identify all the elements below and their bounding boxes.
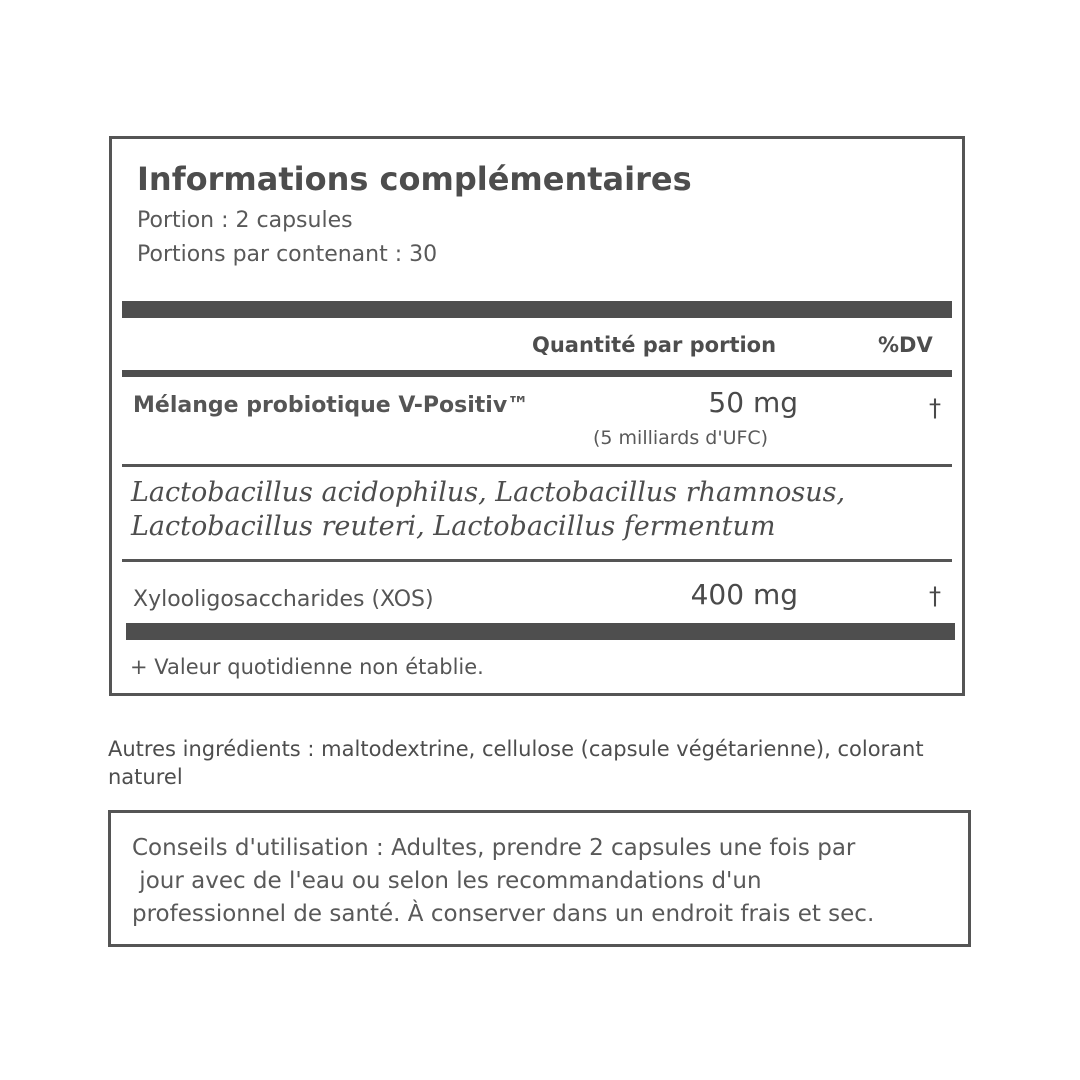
directions-line-3: professionnel de santé. À conserver dans un endroit frais et sec. <box>132 901 875 927</box>
thin-divider-1 <box>122 464 952 467</box>
directions-line-1: Conseils d'utilisation : Adultes, prendre 2 capsules une fois par <box>132 835 856 861</box>
directions-text <box>132 832 962 931</box>
probiotic-blend-cfu: (5 milliards d'UFC) <box>593 427 769 449</box>
thick-divider-bottom <box>126 623 955 640</box>
directions-line-2: jour avec de l'eau ou selon les recommandations d'un <box>132 868 762 894</box>
strains-line-1: Lactobacillus acidophilus, Lactobacillus rhamnosus, <box>131 477 846 508</box>
xos-amount: 400 mg <box>690 578 798 611</box>
amount-per-serving-header: Quantité par portion <box>532 333 777 357</box>
thick-divider-top <box>122 301 952 318</box>
servings-per-container: Portions par contenant : 30 <box>137 242 438 267</box>
probiotic-blend-label: Mélange probiotique V-Positiv™ <box>133 393 530 418</box>
thin-divider-2 <box>122 559 952 562</box>
probiotic-blend-amount: 50 mg <box>708 386 798 419</box>
panel-title: Informations complémentaires <box>137 160 692 198</box>
probiotic-strains-list <box>131 476 951 544</box>
dv-header: %DV <box>878 333 933 357</box>
xos-label: Xylooligosaccharides (XOS) <box>133 587 434 612</box>
other-ingredients: Autres ingrédients : maltodextrine, cellulose (capsule végétarienne), colorant naturel <box>108 737 924 789</box>
dv-footnote: + Valeur quotidienne non établie. <box>130 655 484 679</box>
probiotic-blend-dv: † <box>929 394 941 422</box>
medium-divider <box>122 370 952 377</box>
xos-dv: † <box>929 582 941 610</box>
strains-line-2: Lactobacillus reuteri, Lactobacillus fermentum <box>131 511 776 542</box>
serving-size: Portion : 2 capsules <box>137 208 353 233</box>
